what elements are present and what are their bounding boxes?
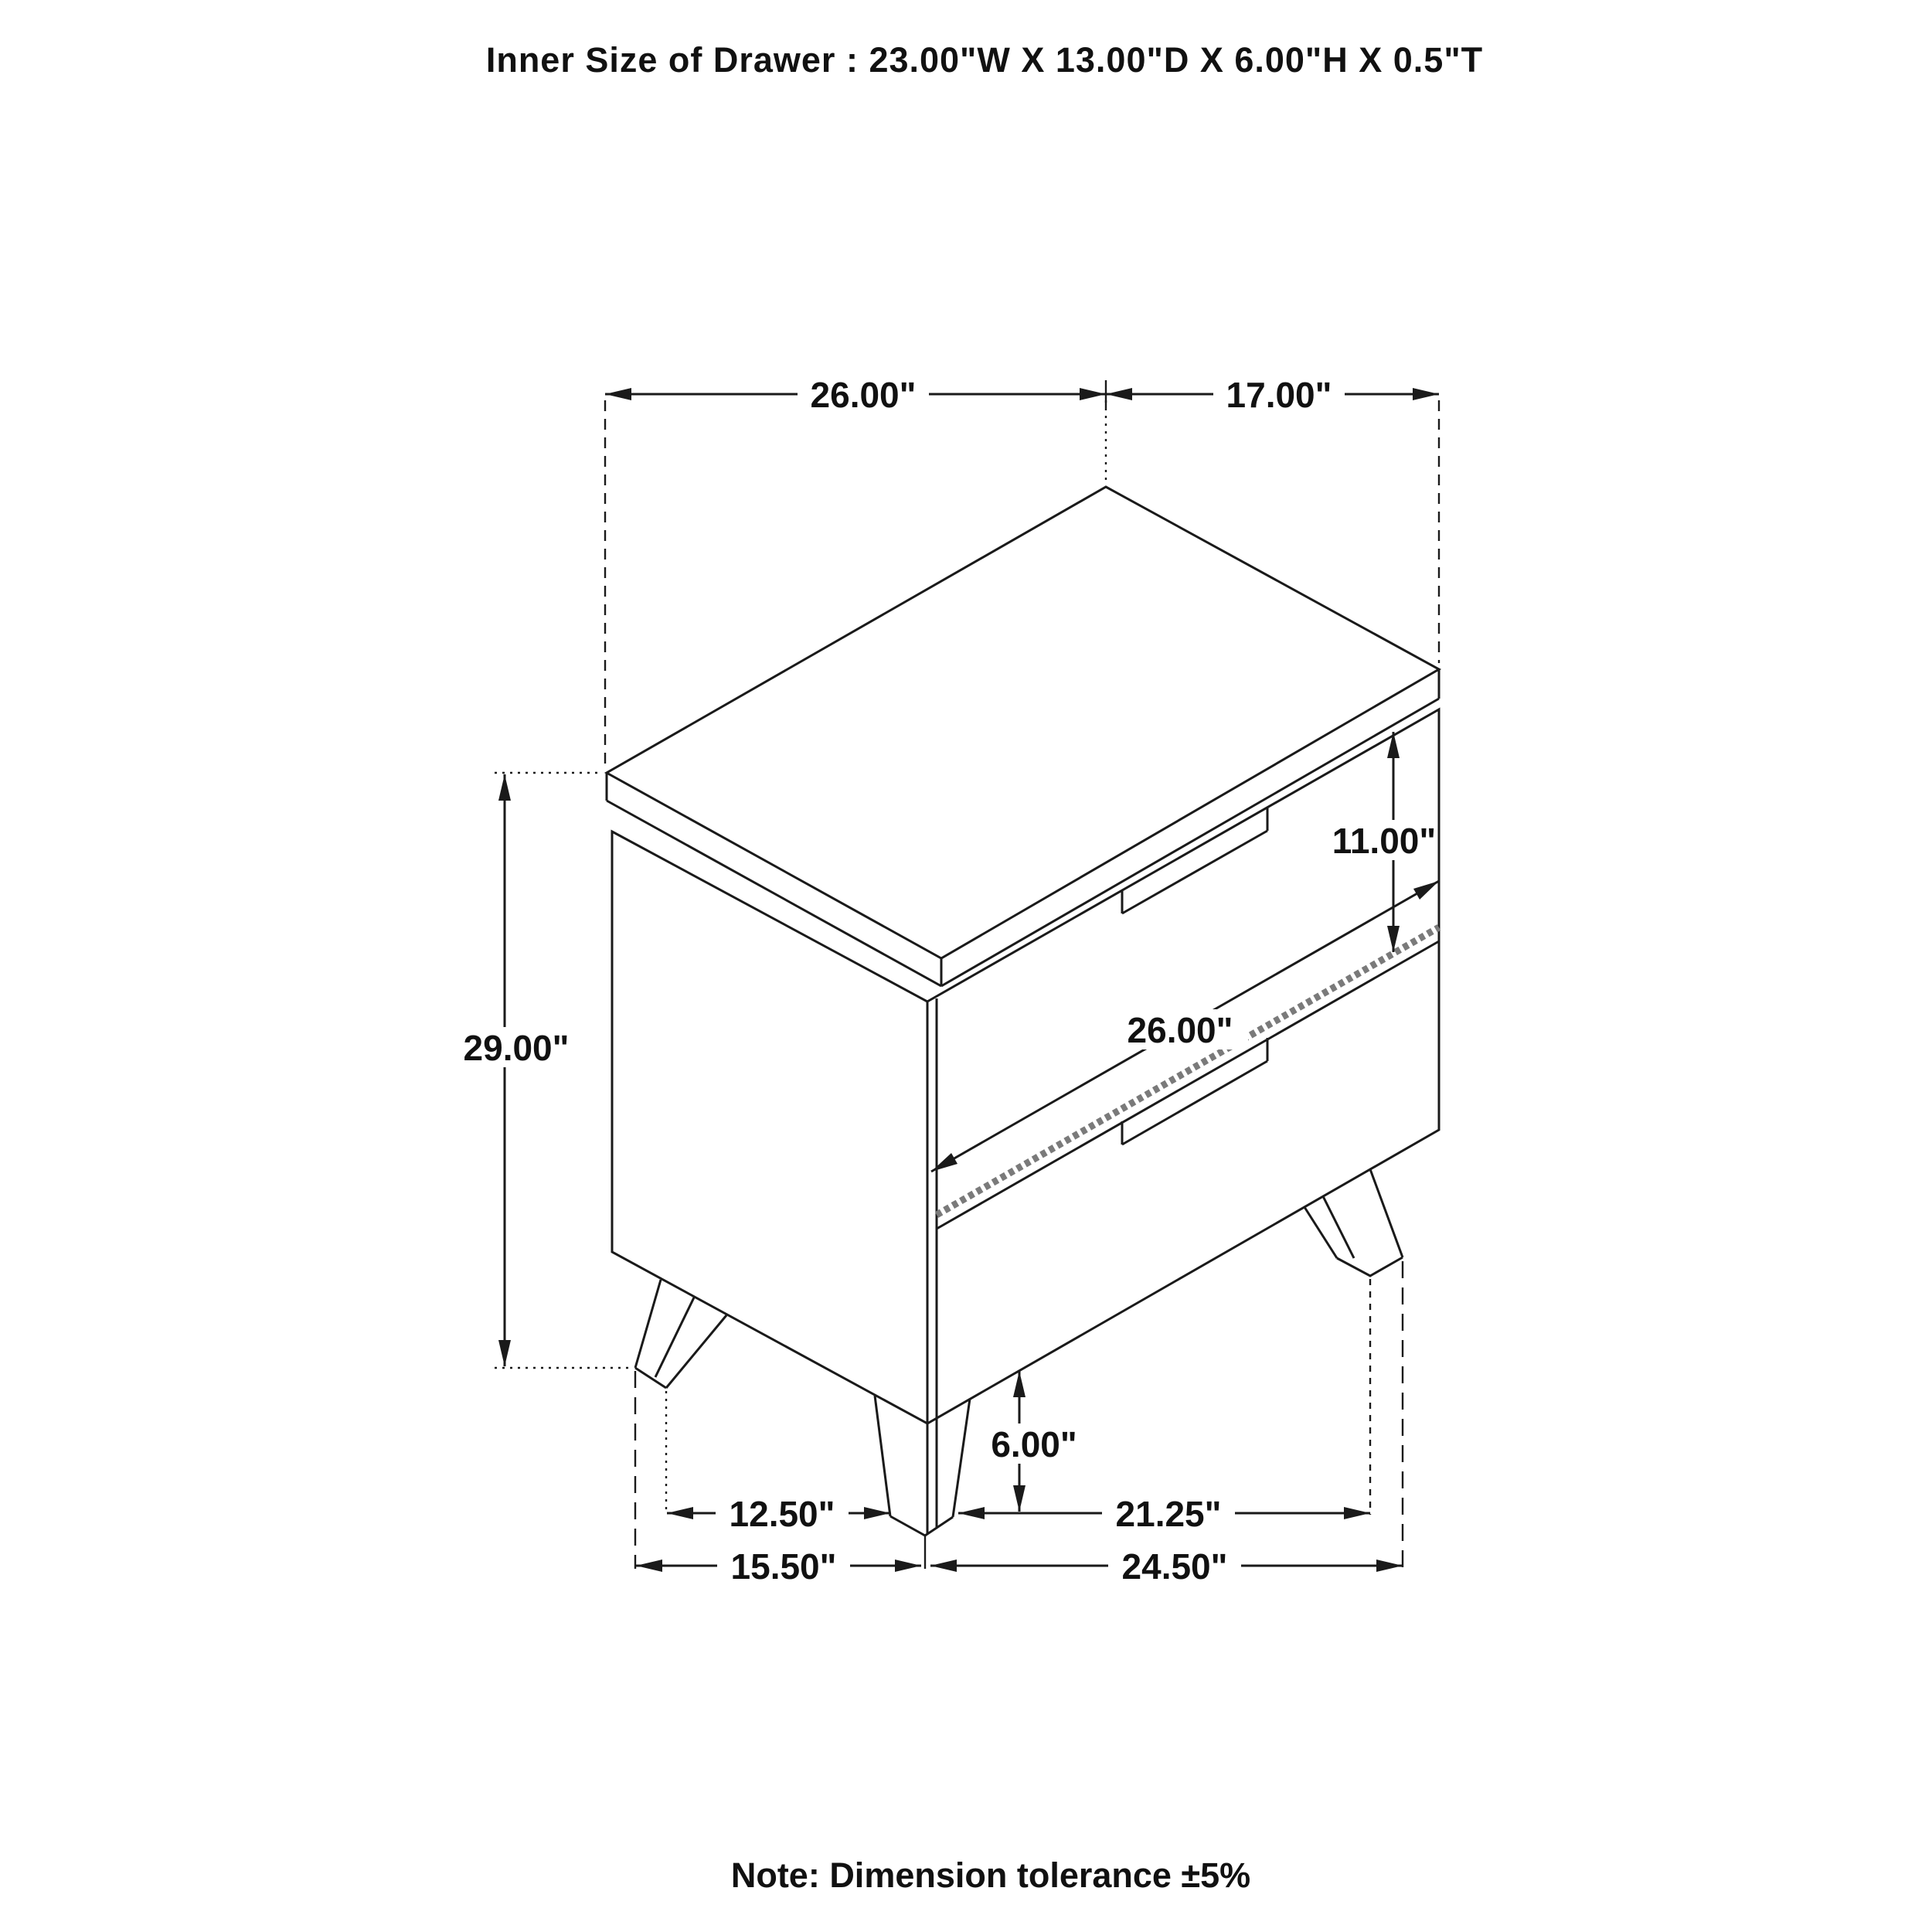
- dim-drawer-front-height: 11.00": [1332, 821, 1437, 861]
- lower-drawer-handle: [1122, 1038, 1267, 1145]
- dim-front-leg-span: 12.50": [729, 1494, 835, 1534]
- tolerance-note: Note: Dimension tolerance ±5%: [730, 1855, 1251, 1895]
- extension-lines: [495, 380, 1439, 1569]
- dim-drawer-width: 26.00": [1127, 1010, 1233, 1050]
- body-left-face: [612, 832, 927, 1423]
- dim-side-base-depth: 24.50": [1121, 1546, 1228, 1587]
- title: Inner Size of Drawer : 23.00"W X 13.00"D X 6.00"H X 0.5"T: [485, 40, 1484, 80]
- dim-leg-height: 6.00": [991, 1424, 1077, 1464]
- dim-top-depth: 17.00": [1226, 375, 1332, 415]
- upper-drawer-handle: [1122, 808, 1267, 913]
- dim-front-base-width: 15.50": [730, 1546, 837, 1587]
- dim-top-width: 26.00": [810, 375, 917, 415]
- label-masks: [451, 374, 1435, 1586]
- tabletop-top-face: [607, 487, 1439, 958]
- lower-drawer-top-edge: [937, 941, 1439, 1229]
- right-leg: [1304, 1169, 1403, 1276]
- left-leg: [635, 1280, 726, 1388]
- nightstand-drawing: [607, 487, 1439, 1569]
- tabletop-slab-edges: [607, 669, 1439, 986]
- dim-side-leg-span: 21.25": [1115, 1494, 1222, 1534]
- dim-overall-height: 29.00": [463, 1028, 570, 1068]
- drawer-gap-band: [937, 927, 1439, 1215]
